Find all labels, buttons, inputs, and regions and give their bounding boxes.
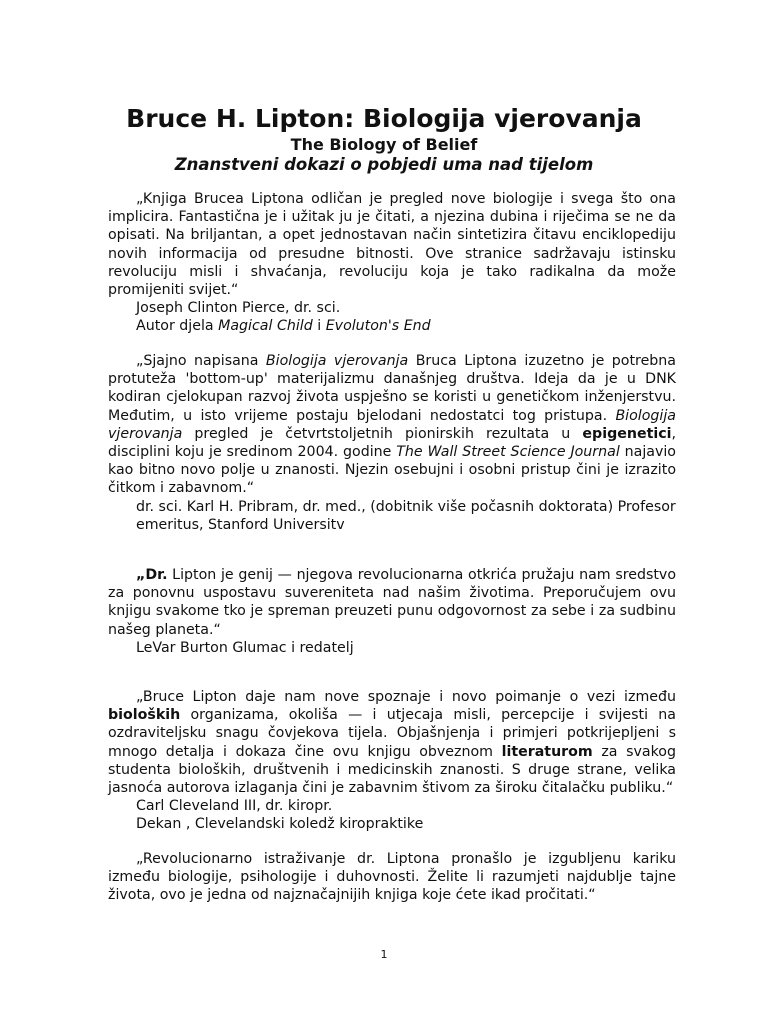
book-title: Biologija vjerovanja xyxy=(108,407,676,442)
book-title: Biologija vjerovanja xyxy=(265,353,409,369)
page-title: Bruce H. Lipton: Biologija vjerovanja xyxy=(126,104,642,133)
emphasis-text: bioloških xyxy=(108,707,181,724)
quote-text-segment: pregled je četvrtstoljetnih pionirskih rezultata u xyxy=(182,425,583,442)
journal-title: The Wall Street Science Journal xyxy=(396,444,620,461)
quote-attribution-line xyxy=(108,797,676,815)
book-title: Magical Child xyxy=(218,318,313,335)
quote-text-segment: najavio kao bitno novo polje u znanosti. Njezin osebujni i osobni pristup čini je izrazito čitkom i zabavnom.“ xyxy=(108,444,676,497)
quote-block xyxy=(108,688,676,834)
quote-text-segment: Bruca Liptona izuzetno je potrebna protuteža 'bottom-up' materijalizmu današnjeg društva. Ideja da je u DNK kodiran cjelokupan razvoj života uspješno se koristi u genetičkom inženjerstvu. Međutim, u isto vrijeme postaju bjelodani nedostatci tog pristupa. xyxy=(108,353,676,424)
quote-text xyxy=(108,688,676,797)
quote-block xyxy=(108,566,676,657)
attribution-text: i xyxy=(312,318,326,335)
quote-text-segment: Lipton je genij — njegova revolucionarna otkrića pružaju nam sredstvo za ponovnu uspostavu suvereniteta nad našim životima. Preporučujem ovu knjigu svakome tko je spreman preuzeti punu odgovornost za sebe i za sudbinu našeg planeta.“ xyxy=(108,567,676,638)
quote-block xyxy=(108,190,676,336)
quote-text-segment: organizama, okoliša — i utjecaja misli, percepcije i svijesti na ozdraviteljsku snagu čovjekova tijela. Objašnjenja i primjeri potkrijepljeni s mnogo detalja i dokaza čine ovu knjigu obveznom xyxy=(108,707,676,760)
emphasis-text: epigenetici xyxy=(582,425,672,442)
quote-text-segment: „Bruce Lipton daje nam nove spoznaje i novo poimanje o vezi između xyxy=(136,689,676,705)
quote-text-segment: „Sjajno napisana xyxy=(136,353,266,369)
quote-attribution-line xyxy=(108,639,676,657)
quote-text xyxy=(108,190,676,299)
quote-block xyxy=(108,352,676,534)
quote-text xyxy=(108,850,676,905)
quote-text-segment: , disciplini koju je sredinom 2004. godine xyxy=(108,425,676,461)
quote-text-segment: za svakog studenta bioloških, društvenih i medicinskih znanosti. S druge strane, velika jasnoća autorova izlaganja čini je zabavnim štivom za široku čitalačku publiku.“ xyxy=(108,743,676,797)
quote-text-segment: „Revolucionarno istraživanje dr. Liptona pronašlo je izgubljenu kariku između biologije, psihologije i duhovnosti. Želite li razumjeti najdublje tajne života, ovo je jedna od najznačajnijih knjiga koje ćete ikad pročitati.“ xyxy=(108,851,676,904)
attribution-text: dr. sci. Karl H. Pribram, dr. med., (dobitnik više počasnih doktorata) Profesor emeritus, Stanford Universitv xyxy=(136,498,676,533)
emphasis-text: „Dr. xyxy=(136,567,168,583)
book-title: Evoluton's End xyxy=(325,318,431,335)
quote-text xyxy=(108,352,676,498)
emphasis-text: literaturom xyxy=(501,743,593,760)
quote-attribution-line xyxy=(108,815,676,833)
quote-attribution-line xyxy=(108,498,676,534)
quote-attribution-line xyxy=(108,317,676,335)
page-subsubtitle: Znanstveni dokazi o pobjedi uma nad tijelom xyxy=(174,155,594,174)
quote-text xyxy=(108,566,676,639)
quote-attribution-line xyxy=(108,299,676,317)
quote-text-segment: „Knjiga Brucea Liptona odličan je pregled nove biologije i svega što ona implicira. Fantastična je i užitak ju je čitati, a njezina dubina i riječima se ne da opisati. Na briljantan, a opet jednostavan način sintetizira čitavu enciklopediju novih informacija od presudne bitnosti. Ove stranice sadržavaju istinsku revoluciju misli i shvaćanja, revoluciju koja je tako radikalna da može promijeniti svijet.“ xyxy=(108,191,676,299)
attribution-name: Joseph Clinton Pierce, dr. sci. xyxy=(136,300,341,317)
attribution-text: Autor djela xyxy=(136,318,219,335)
quote-block xyxy=(108,850,676,905)
attribution-text: Dekan , Clevelandski koledž kiropraktike xyxy=(136,816,424,833)
attribution-name: Carl Cleveland III, dr. kiropr. xyxy=(136,798,333,815)
page-subtitle: The Biology of Belief xyxy=(290,135,478,154)
attribution-text: LeVar Burton Glumac i redatelj xyxy=(136,639,354,656)
page-number: 1 xyxy=(380,948,388,961)
